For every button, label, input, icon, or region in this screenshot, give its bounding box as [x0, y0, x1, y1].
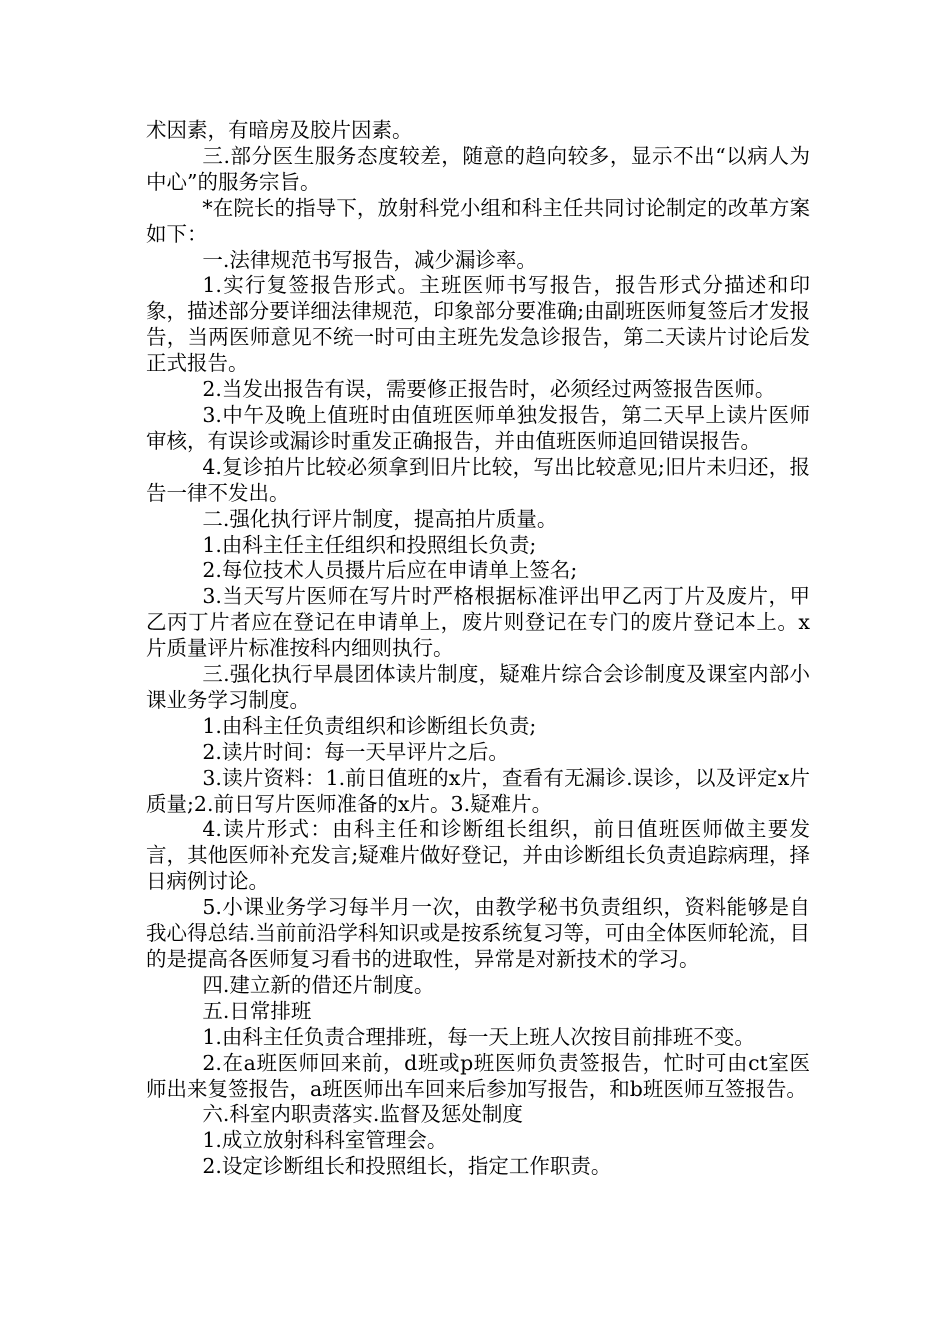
- paragraph: 1.实行复签报告形式。主班医师书写报告，报告形式分描述和印象，描述部分要详细法律规范，印象部分要准确;由副班医师复签后才发报告，当两医师意见不统一时可由主班先发急诊报告，第二天读片讨论后发正式报告。: [146, 273, 810, 376]
- section-heading: 四.建立新的借还片制度。: [202, 972, 435, 997]
- paragraph: 4.复诊拍片比较必须拿到旧片比较，写出比较意见;旧片未归还，报告一律不发出。: [146, 454, 810, 505]
- paragraph: 2.读片时间：每一天早评片之后。: [202, 739, 509, 764]
- section-heading: 六.科室内职责落实.监督及惩处制度: [202, 1102, 523, 1127]
- paragraph: 三.部分医生服务态度较差，随意的趋向较多，显示不出“以病人为中心”的服务宗旨。: [146, 143, 810, 194]
- paragraph: 1.成立放射科科室管理会。: [202, 1128, 448, 1153]
- section-heading: 三.强化执行早晨团体读片制度，疑难片综合会诊制度及课室内部小课业务学习制度。: [146, 662, 810, 712]
- paragraph: 1.由科主任负责合理排班，每一天上班人次按目前排班不变。: [202, 1024, 755, 1049]
- paragraph: 3.中午及晚上值班时由值班医师单独发报告，第二天早上读片医师审核，有误诊或漏诊时重发正确报告，并由值班医师追回错误报告。: [146, 402, 810, 453]
- paragraph: 3.当天写片医师在写片时严格根据标准评出甲乙丙丁片及废片，甲乙丙丁片者应在登记在申请单上，废片则登记在专门的废片登记本上。x片质量评片标准按科内细则执行。: [146, 584, 810, 661]
- section-heading: 一.法律规范书写报告，减少漏诊率。: [202, 247, 537, 272]
- paragraph: 5.小课业务学习每半月一次，由教学秘书负责组织，资料能够是自我心得总结.当前前沿学科知识或是按系统复习等，可由全体医师轮流，目的是提高各医师复习看书的进取性，异常是对新技术的学习。: [146, 895, 810, 971]
- document-body: [146, 118, 810, 1180]
- paragraph: 2.在a班医师回来前，d班或p班医师负责签报告，忙时可由ct室医师出来复签报告，a班医师出车回来后参加写报告，和b班医师互签报告。: [146, 1050, 810, 1101]
- paragraph: 3.读片资料：1.前日值班的x片，查看有无漏诊.误诊，以及评定x片质量;2.前日写片医师准备的x片。3.疑难片。: [146, 765, 810, 816]
- section-heading: 五.日常排班: [202, 998, 312, 1023]
- section-heading: 二.强化执行评片制度，提高拍片质量。: [202, 506, 558, 531]
- paragraph: 2.设定诊断组长和投照组长，指定工作职责。: [202, 1154, 612, 1179]
- paragraph: 1.由科主任主任组织和投照组长负责;: [202, 532, 537, 557]
- paragraph: 1.由科主任负责组织和诊断组长负责;: [202, 713, 537, 738]
- paragraph: 4.读片形式：由科主任和诊断组长组织，前日值班医师做主要发言，其他医师补充发言;疑难片做好登记，并由诊断组长负责追踪病理，择日病例讨论。: [146, 817, 810, 894]
- paragraph: 2.每位技术人员摄片后应在申请单上签名;: [202, 558, 578, 583]
- paragraph: 2.当发出报告有误，需要修正报告时，必须经过两签报告医师。: [202, 377, 776, 402]
- paragraph: *在院长的指导下，放射科党小组和科主任共同讨论制定的改革方案如下：: [146, 195, 810, 246]
- paragraph: 术因素，有暗房及胶片因素。: [146, 118, 413, 142]
